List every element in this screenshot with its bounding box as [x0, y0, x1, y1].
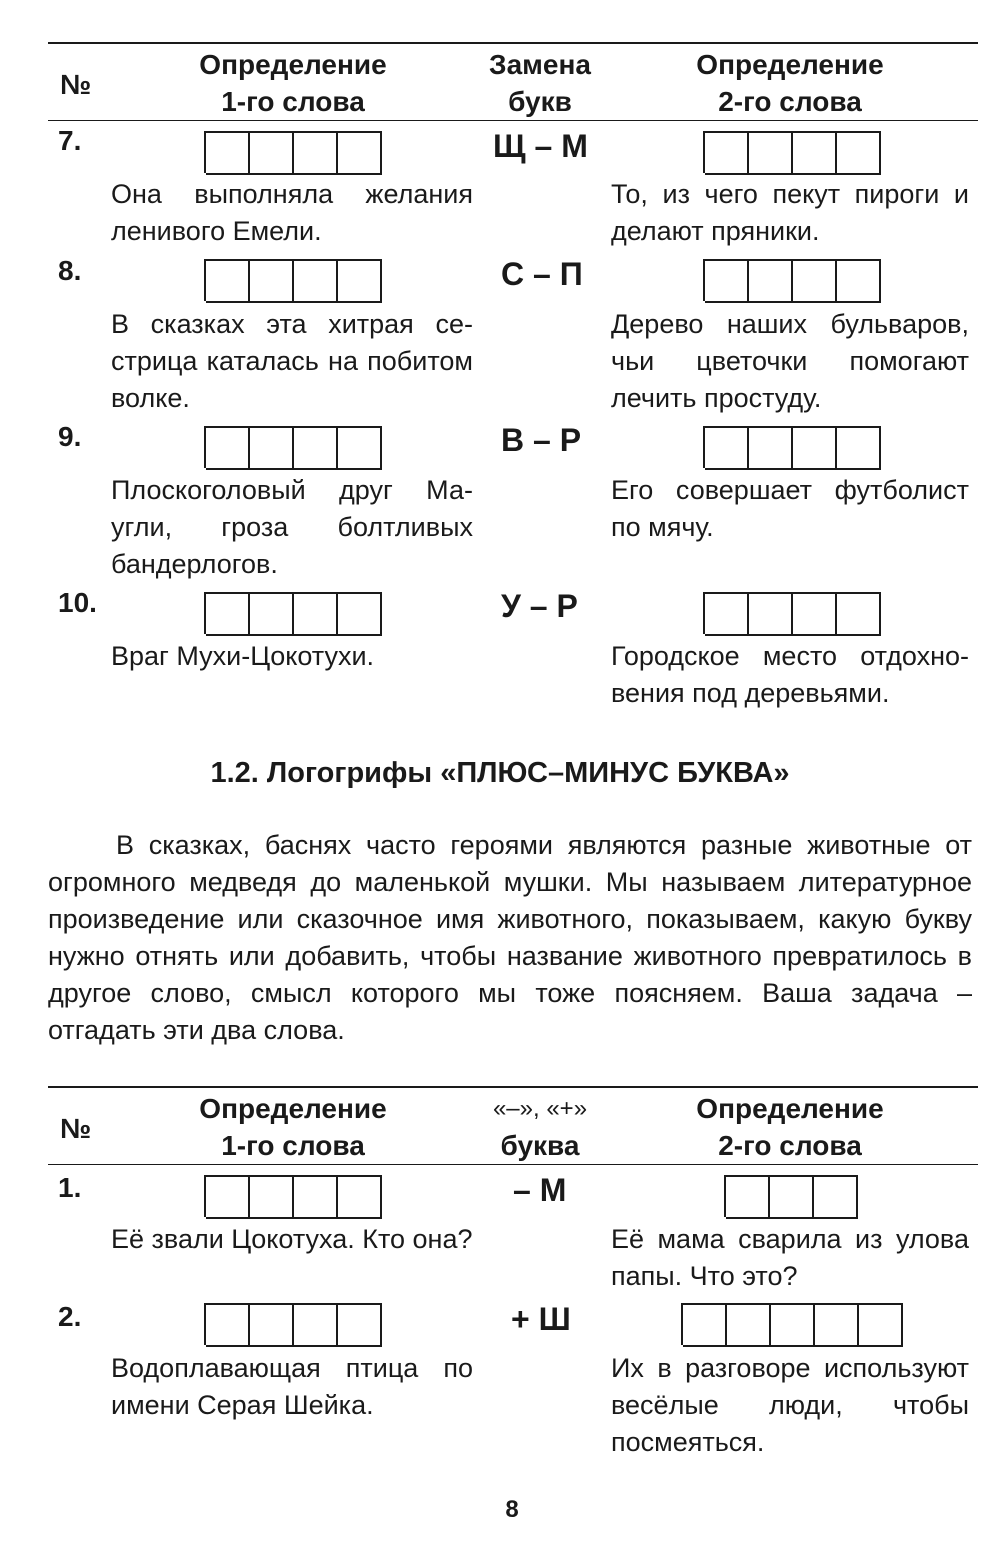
- letter-change-label: – М: [513, 1172, 567, 1208]
- letter-cell[interactable]: [250, 1303, 294, 1347]
- letter-cell[interactable]: [338, 426, 382, 470]
- clue-word2: Её мама сварила из улова папы. Что это?: [611, 1224, 969, 1291]
- letter-cell[interactable]: [294, 1175, 338, 1219]
- answer-boxes-word2[interactable]: [681, 1303, 903, 1345]
- letter-cell[interactable]: [815, 1303, 859, 1347]
- letter-cell[interactable]: [837, 592, 881, 636]
- answer-boxes-word1[interactable]: [204, 1303, 382, 1345]
- letter-cell[interactable]: [705, 592, 749, 636]
- clue-word1: В сказках эта хитрая сестрица каталась на побитом волке.: [111, 309, 473, 413]
- letter-cell[interactable]: [206, 1175, 250, 1219]
- letter-cell[interactable]: [250, 131, 294, 175]
- letter-cell[interactable]: [793, 426, 837, 470]
- answer-boxes-word2[interactable]: [703, 426, 881, 468]
- section-intro: В сказках, баснях часто героями являются разные животные от огромного медведя до маленькой мушки. Мы называем литературное произведение или сказочное имя животного, показываем, какую букву нужно отнять или добавить, чтобы название животного превратилось в другое слово, смысл которого мы тоже поясняем. Ваша задача – отгадать эти два слова.: [48, 830, 972, 1045]
- clue-word2: Их в разговоре используют весёлые люди, чтобы посмеяться.: [611, 1353, 969, 1457]
- clue-word1: Враг Мухи-Цокотухи.: [111, 641, 375, 671]
- letter-cell[interactable]: [726, 1175, 770, 1219]
- table1-header-rule: [48, 120, 978, 121]
- clue-word2: То, из чего пекут пироги и делают пряники.: [611, 179, 969, 246]
- letter-cell[interactable]: [814, 1175, 858, 1219]
- letter-cell[interactable]: [837, 259, 881, 303]
- letter-cell[interactable]: [338, 131, 382, 175]
- letter-cell[interactable]: [749, 259, 793, 303]
- letter-cell[interactable]: [770, 1175, 814, 1219]
- answer-boxes-word1[interactable]: [204, 131, 382, 173]
- table1-row-number: 10.: [58, 587, 97, 618]
- answer-boxes-word2[interactable]: [703, 131, 881, 173]
- clue-word1: Она выполняла желания ленивого Емели.: [111, 179, 473, 246]
- table1-row-number: 7.: [58, 125, 82, 156]
- answer-boxes-word2[interactable]: [724, 1175, 858, 1217]
- clue-word1: Водоплавающая птица по имени Серая Шейка.: [111, 1353, 473, 1420]
- letter-cell[interactable]: [206, 426, 250, 470]
- answer-boxes-word1[interactable]: [204, 1175, 382, 1217]
- letter-cell[interactable]: [294, 426, 338, 470]
- letter-cell[interactable]: [793, 592, 837, 636]
- letter-cell[interactable]: [250, 259, 294, 303]
- table2-header-num: №: [60, 1113, 92, 1144]
- letter-cell[interactable]: [749, 131, 793, 175]
- table2-header-col1: Определение 1-го слова: [199, 1093, 387, 1161]
- letter-cell[interactable]: [837, 131, 881, 175]
- table1-row-number: 8.: [58, 255, 82, 286]
- letter-cell[interactable]: [250, 426, 294, 470]
- answer-boxes-word2[interactable]: [703, 259, 881, 301]
- table2-header-col3: Определение 2-го слова: [696, 1093, 884, 1161]
- letter-cell[interactable]: [206, 1303, 250, 1347]
- table2-header-col2: «–», «+» буква: [492, 1095, 588, 1161]
- table1-header-col1: Определение 1-го слова: [199, 49, 387, 117]
- section-title: 1.2. Логогрифы «ПЛЮС–МИНУС БУКВА»: [210, 757, 790, 789]
- clue-word2: Его совершает футболист по мячу.: [611, 475, 969, 542]
- letter-cell[interactable]: [294, 592, 338, 636]
- letter-cell[interactable]: [338, 259, 382, 303]
- table1-header-col2: Замена букв: [489, 49, 591, 117]
- letter-cell[interactable]: [250, 592, 294, 636]
- answer-boxes-word2[interactable]: [703, 592, 881, 634]
- letter-cell[interactable]: [705, 131, 749, 175]
- answer-boxes-word1[interactable]: [204, 592, 382, 634]
- letter-cell[interactable]: [793, 259, 837, 303]
- letter-cell[interactable]: [294, 131, 338, 175]
- letter-cell[interactable]: [338, 1303, 382, 1347]
- letter-cell[interactable]: [206, 592, 250, 636]
- letter-change-label: + Ш: [511, 1301, 571, 1337]
- letter-cell[interactable]: [727, 1303, 771, 1347]
- letter-cell[interactable]: [749, 592, 793, 636]
- letter-cell[interactable]: [705, 426, 749, 470]
- page-number: 8: [505, 1496, 519, 1523]
- letter-cell[interactable]: [206, 259, 250, 303]
- letter-cell[interactable]: [793, 131, 837, 175]
- letter-cell[interactable]: [250, 1175, 294, 1219]
- table2-top-rule: [48, 1086, 978, 1088]
- letter-cell[interactable]: [683, 1303, 727, 1347]
- answer-boxes-word1[interactable]: [204, 426, 382, 468]
- answer-boxes-word1[interactable]: [204, 259, 382, 301]
- letter-swap-label: У – Р: [501, 588, 578, 624]
- table2-header-rule: [48, 1164, 978, 1165]
- letter-cell[interactable]: [338, 1175, 382, 1219]
- table1-header-col3: Определение 2-го слова: [696, 49, 884, 117]
- clue-word1: Плоскоголовый друг Маугли, гроза болтливых бандерлогов.: [111, 475, 473, 579]
- letter-swap-label: В – Р: [501, 422, 582, 458]
- table2-row-number: 2.: [58, 1301, 82, 1332]
- clue-word1: Её звали Цокотуха. Кто она?: [111, 1224, 473, 1254]
- letter-cell[interactable]: [749, 426, 793, 470]
- table1-top-rule: [48, 42, 978, 44]
- table1-header-num: №: [60, 69, 92, 100]
- letter-cell[interactable]: [771, 1303, 815, 1347]
- letter-cell[interactable]: [294, 259, 338, 303]
- letter-cell[interactable]: [837, 426, 881, 470]
- letter-swap-label: Щ – М: [493, 128, 588, 164]
- table2-row-number: 1.: [58, 1172, 82, 1203]
- letter-cell[interactable]: [294, 1303, 338, 1347]
- clue-word2: Дерево наших бульваров, чьи цветочки помогают лечить простуду.: [611, 309, 969, 413]
- letter-swap-label: С – П: [501, 256, 583, 292]
- letter-cell[interactable]: [859, 1303, 903, 1347]
- letter-cell[interactable]: [206, 131, 250, 175]
- clue-word2: Городское место отдохновения под деревьями.: [611, 641, 969, 708]
- table1-row-number: 9.: [58, 421, 82, 452]
- letter-cell[interactable]: [338, 592, 382, 636]
- letter-cell[interactable]: [705, 259, 749, 303]
